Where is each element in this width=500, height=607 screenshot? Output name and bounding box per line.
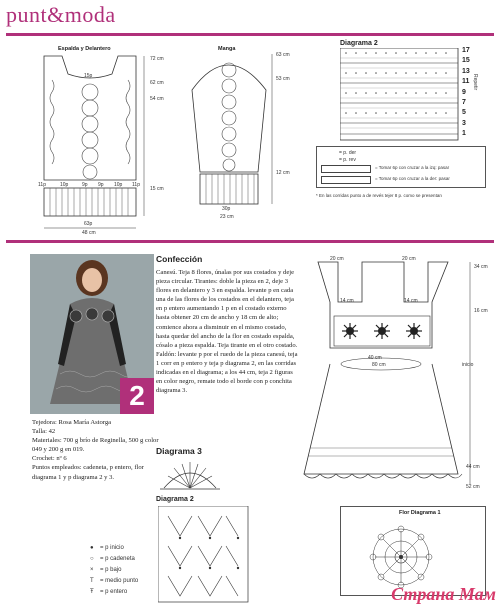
designer: Tejedora: Rosa María Astorga (32, 419, 112, 426)
dress-label-52cm: 52 cm (466, 484, 480, 490)
label-63cm: 63 cm (276, 52, 290, 58)
sleeve-title: Manga (218, 46, 236, 52)
cable-right-symbol (321, 176, 371, 184)
row-7: 7 (462, 99, 466, 107)
section-divider (6, 240, 494, 243)
cable-left-symbol (321, 165, 371, 173)
legend-cadeneta: = p cadeneta (100, 556, 135, 562)
dress-label-inicio: inicio (462, 362, 474, 368)
label-23cm: 23 cm (220, 214, 234, 220)
diagram2-legend-box (316, 146, 486, 188)
legend-bajo-icon: × (90, 567, 94, 573)
legend-cable-left: = Tomar 6p con cruzar a la izq: pasar (375, 165, 450, 170)
diagram3-shell (160, 458, 220, 492)
pattern-info (32, 418, 160, 482)
label-15cm: 15 cm (150, 186, 164, 192)
hook: Crochet: nº 6 (32, 455, 67, 463)
row-1: 1 (462, 130, 466, 138)
legend-medio-icon: T (90, 578, 94, 584)
confection-heading: Confección (156, 254, 203, 264)
legend-cable-right: = Tomar 6p con cruzar a la der: pasar (375, 176, 450, 181)
legend-p-rev: = p. rev (339, 157, 356, 163)
label-48cm: 48 cm (82, 230, 96, 236)
label-54cm: 54 cm (150, 96, 164, 102)
diagram2-note: * En las corridas punto a de revés tejer 8 p. como se presentan (316, 193, 442, 198)
legend-p-der: = p. der (339, 150, 357, 156)
label-9p-right: 9p (98, 182, 104, 188)
legend-entero: = p entero (100, 589, 128, 595)
dress-label-80cm: 80 cm (372, 362, 386, 368)
row-17: 17 (462, 47, 470, 54)
label-53cm: 53 cm (276, 76, 290, 82)
flower-title: Flor Diagrama 1 (399, 510, 441, 516)
legend-entero-icon: Ŧ (90, 589, 94, 595)
label-30p: 30p (222, 206, 231, 212)
diagram2-bottom-chart (158, 506, 250, 604)
schematic-back-front (30, 40, 150, 240)
dress-schematic (300, 252, 494, 500)
dress-label-20cm-left: 20 cm (330, 256, 344, 262)
legend-cadeneta-icon: ○ (90, 556, 94, 562)
dress-label-44cm: 44 cm (466, 464, 480, 470)
label-12cm: 12 cm (276, 170, 290, 176)
back-front-drawing (30, 40, 150, 240)
brand-logo: punt&moda (6, 2, 116, 27)
legend-inicio-icon: ● (90, 545, 94, 551)
row-9: 9 (462, 88, 466, 96)
dress-label-14cm-left: 14 cm (340, 298, 354, 304)
row-11: 11 (462, 78, 470, 86)
dress-label-20cm-right: 20 cm (402, 256, 416, 262)
row-3: 3 (462, 119, 466, 127)
diagram3-title: Diagrama 3 (156, 446, 202, 456)
confection-paragraph-1: Canesú. Teja 8 flores, únalas por sus costados y deje pieza circular. Tirantes: doble la pieza en 2, deje 3 flores en delantero y 3 en espalda. levante p en cada una de las flores de los costados en el delantero, teja en p entero aumentando 1 p en el costado externo hasta obtener 20 cm de ancho y 18 cm de alto; comience ahora a disminuir en el mismo costado, hasta quedar del ancho de la flor en costado espalda, cósalo a pieza espalda. Teja tirante en el otro costado. (156, 269, 298, 349)
label-63p: 63p (84, 221, 93, 227)
confection-paragraph-2: Faldón: levante p por el ruedo de la pieza canesú, teja 1 corr en p entero y teja p diagrama 2, en las corridas indicadas en el diagrama; a los 44 cm, teja 2 figuras en color negro, remate todo el borde con p conchita diagrama 3. (156, 350, 298, 395)
diagram2-top-grid (340, 48, 460, 142)
repeat-label: Repetir (472, 74, 478, 91)
label-10p-left: 10p (60, 182, 69, 188)
label-11p-left: 11p (38, 182, 46, 188)
legend-medio: = medio punto (100, 578, 139, 584)
pattern-number-badge: 2 (120, 378, 154, 414)
stitches: Puntos empleados: cadeneta, p entero, flor diagrama 1 y p diagrama 2 y 3. (32, 464, 144, 481)
flower-diagram-box (340, 506, 486, 596)
row-5: 5 (462, 109, 466, 117)
dress-label-34cm: 34 cm (474, 264, 488, 270)
size: Talla: 42 (32, 428, 56, 436)
label-9p-left: 9p (82, 182, 88, 188)
diagram2-top-title: Diagrama 2 (340, 40, 378, 47)
legend-bajo: = p bajo (100, 567, 122, 573)
schematic-sleeve (188, 40, 278, 240)
label-15p: 15p (84, 73, 93, 79)
header-divider (6, 33, 494, 36)
dress-label-14cm-right: 14 cm (404, 298, 418, 304)
label-11p-right: 11p (132, 182, 140, 188)
label-10p-right: 10p (114, 182, 123, 188)
materials: Materiales: 700 g brío de Reginella, 500 g color 049 y 200 g en 019. (32, 437, 159, 454)
watermark: Страна Мам (391, 584, 496, 604)
row-15: 15 (462, 57, 470, 65)
dress-label-16cm: 16 cm (474, 308, 488, 314)
diagram2-bottom-title: Diagrama 2 (156, 496, 194, 503)
legend-inicio: = p inicio (100, 545, 124, 551)
confection-body (156, 268, 298, 395)
diagram2-row-numbers (462, 46, 476, 140)
label-72cm: 72 cm (150, 56, 164, 62)
label-62cm: 62 cm (150, 80, 164, 86)
dress-label-40cm: 40 cm (368, 355, 382, 361)
stitch-legend (90, 545, 154, 603)
sleeve-drawing (188, 40, 278, 240)
schematic-title: Espalda y Delantero (58, 46, 111, 52)
row-13: 13 (462, 67, 470, 75)
